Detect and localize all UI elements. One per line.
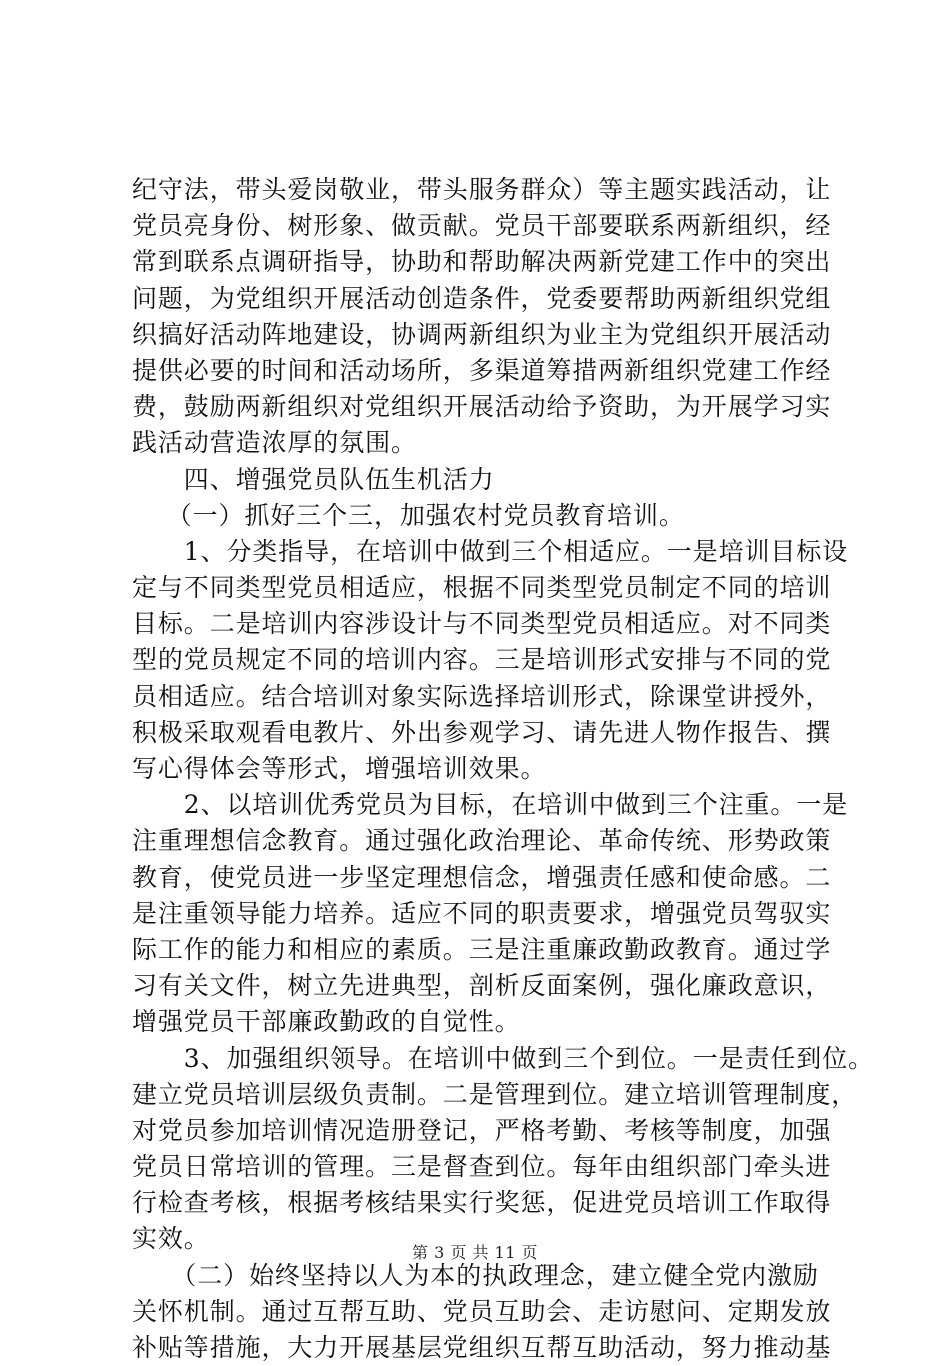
text-line: 3、加强组织领导。在培训中做到三个到位。一是责任到位。 bbox=[132, 1043, 875, 1073]
text-line: 对党员参加培训情况造册登记，严格考勤、考核等制度，加强 bbox=[132, 1115, 832, 1145]
text-line: 补贴等措施，大力开展基层党组织互帮互助活动，努力推动基 bbox=[132, 1333, 832, 1362]
text-line: 是注重领导能力培养。适应不同的职责要求，增强党员驾驭实 bbox=[132, 898, 832, 928]
text-line: 型的党员规定不同的培训内容。三是培训形式安排与不同的党 bbox=[132, 645, 832, 675]
text-line: 注重理想信念教育。通过强化政治理论、革命传统、形势政策 bbox=[132, 826, 832, 856]
text-line: 纪守法，带头爱岗敬业，带头服务群众）等主题实践活动，让 bbox=[132, 175, 832, 204]
text-line: 实效。 bbox=[132, 1224, 210, 1254]
text-line: 增强党员干部廉政勤政的自觉性。 bbox=[132, 1007, 521, 1037]
text-line: 员相适应。结合培训对象实际选择培训形式，除课堂讲授外， bbox=[132, 681, 832, 711]
subsection-heading: （二）始终坚持以人为本的执政理念，建立健全党内激励 bbox=[132, 1260, 819, 1290]
text-line: 织搞好活动阵地建设，协调两新组织为业主为党组织开展活动 bbox=[132, 319, 832, 349]
text-line: 写心得体会等形式，增强培训效果。 bbox=[132, 754, 547, 783]
text-line: 教育，使党员进一步坚定理想信念，增强责任感和使命感。二 bbox=[132, 862, 832, 892]
text-line: 行检查考核，根据考核结果实行奖惩，促进党员培训工作取得 bbox=[132, 1188, 832, 1218]
page-footer: 第 3 页 共 11 页 bbox=[412, 1243, 538, 1262]
text-line: 习有关文件，树立先进典型，剖析反面案例，强化廉政意识， bbox=[132, 971, 832, 1001]
text-line: 党员亮身份、树形象、做贡献。党员干部要联系两新组织，经 bbox=[132, 211, 832, 241]
text-line: 常到联系点调研指导，协助和帮助解决两新党建工作中的突出 bbox=[132, 247, 832, 277]
text-line: 费，鼓励两新组织对党组织开展活动给予资助，为开展学习实 bbox=[132, 392, 832, 422]
text-line: 践活动营造浓厚的氛围。 bbox=[132, 428, 417, 458]
text-line: 关怀机制。通过互帮互助、党员互助会、走访慰问、定期发放 bbox=[132, 1296, 832, 1326]
text-line: 提供必要的时间和活动场所，多渠道筹措两新组织党建工作经 bbox=[132, 355, 832, 385]
text-line: 2、以培训优秀党员为目标，在培训中做到三个注重。一是 bbox=[132, 790, 849, 820]
subsection-heading: （一）抓好三个三，加强农村党员教育培训。 bbox=[132, 500, 685, 530]
section-heading: 四、增强党员队伍生机活力 bbox=[132, 464, 495, 494]
text-line: 际工作的能力和相应的素质。三是注重廉政勤政教育。通过学 bbox=[132, 934, 832, 964]
text-line: 目标。二是培训内容涉设计与不同类型党员相适应。对不同类 bbox=[132, 609, 832, 639]
text-line: 定与不同类型党员相适应，根据不同类型党员制定不同的培训 bbox=[132, 573, 832, 603]
document-body bbox=[132, 172, 875, 1366]
text-line: 积极采取观看电教片、外出参观学习、请先进人物作报告、撰 bbox=[132, 717, 832, 747]
text-line: 党员日常培训的管理。三是督查到位。每年由组织部门牵头进 bbox=[132, 1152, 832, 1182]
text-line: 问题，为党组织开展活动创造条件，党委要帮助两新组织党组 bbox=[132, 283, 832, 313]
text-line: 建立党员培训层级负责制。二是管理到位。建立培训管理制度， bbox=[132, 1079, 858, 1109]
text-line: 1、分类指导，在培训中做到三个相适应。一是培训目标设 bbox=[132, 536, 849, 566]
